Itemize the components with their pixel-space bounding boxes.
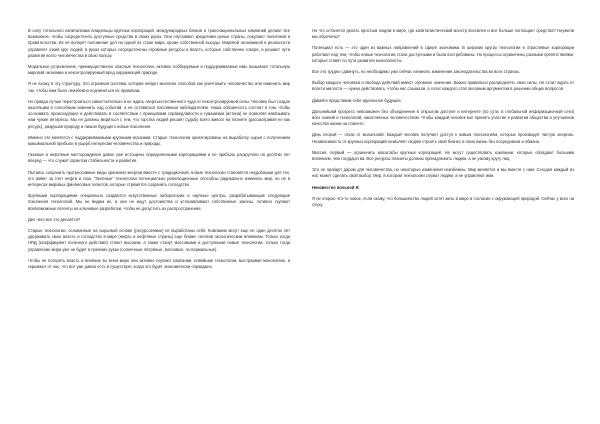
left-page [28,28,290,275]
paragraph: Это не пройдет даром для человечества, но некоторые изменения неизбежны. Мир меняется и мы вместе с ним. Сегодня каждый из нас может сделать свой выбор. Мир, в котором технологии служат людям, а не управляют ими. [312,167,574,179]
paragraph: Потенциал есть — это один из важных направлений в сфере экономики. В широких кругах технологии и отраслевые корпорации работают над тем, чтобы новые технологии стали доступными и были востребованы. Но процессы ограничены разными препятствиями, которые ставят по пути развития монополисты. [312,45,574,63]
paragraph: Дальнейший прогресс невозможен без объединения в открытом доступе и интернете (по сути, в глобальной информационной сети) всех знаний и технологий, накопленных человечеством. Чтобы каждый человек мог принять участие в развитии общества и улучшении качества жизни на планете. [312,108,574,127]
paragraph: Миссия, первый — ограничить масштабы крупных корпораций. Не могут существовать компании, которые обладают большим влиянием, чем государства. Все ресурсы планеты должны принадлежать людям, а не узкому кругу лиц. [312,149,574,162]
paragraph: Но что останется делать простым людям в мире, где капиталистический монстр всесилен и все больше поглощает средства? Неужели мы обречены? [312,28,574,40]
paragraph: Все это трудно сдвинуть, но необходимо уже сейчас начинать изменения законодательства во всех странах. [312,69,520,75]
paragraph: Газовые и нефтяные месторождения давно уже истощены определенными корпорациями и не прибыль раскрутили на десятки лет вперед — что служит гарантом стабильности и развития. [28,152,290,164]
paragraph: Моральное устремление, преимущественно опасные технологии, активно лоббируемые и поддерживаемые ими, вызывают тотальную мировой экономии и неконтролируемый вред окружающей природе. [28,64,290,76]
paragraph: Я не вхожу в эту структуру. Это огромная система, которая нейдет миллион способов как уничтожить человечество или изменить мир так, чтобы нам было неизбежно подчиниться их правилам. [28,81,290,93]
paragraph: Крупными корпорациями специально создаются искусственные лаборатории и научные центры, разрабатывающие следующие поколения технологий. Мы не видим их, а они не ищут достоинства и устанавливают собственные законы. Активно скупают всевозможные патенты на ключевые разработки, чтобы не допустить их распространения. [28,193,290,211]
section-heading: Неизвестно вольной Я. [312,184,360,190]
paragraph: Старые технологии, основанные на сырьевой основе (ресурсоемкие) не выработаны себя. Компании могут еще не один десяток лет удерживать свою власть и господство в мире (нефть и нефтяные страны) еще ближе: негатив экологическим влиянием. Только когда НПД (коэффициент полезного действия) станет высоким, а также станут массовыми и доступными новые технологии, только тогда управление мира уже не будет в прежних руках (солнечные, ветряные, волновые, геотермальные). [28,228,290,252]
paragraph: Чтобы не потерять власть и влияние во всем мире они активно скупают компании, новейшие технологии, выстраивая монополию, и скрывают от нас, что все уже давно есть и существует, когда это будет экономически оправдано. [28,257,290,270]
paragraph: Но правда лучше перестроиться самостоятельно и не ждать сверхъестественного чуда от неконтролируемой силы. Человек был создан мыслящим и способным изменить ход событий, а не оставаться пассивным наблюдателем. Наша обязанность состоит в том, чтобы осознавать происходящее и действовать в соответствии с принципами справедливости и гуманизма (истина) не позволяя навязывать нам чужие интересы. Мы не должны мириться с тем, что горстка людей решает судьбу всего живого на планете (рассматривая ее как ресурс), разрушая природу и лишая будущего новые поколения. [28,98,290,129]
paragraph: Давайте представим себе идеальное будущее. [312,97,402,103]
paragraph: День второй — отказ от монополий. Каждый человек получает доступ к новым технологиям, которые производят чистую энергию. Независимость от крупных корпораций позволяет людям строить свой бизнес и свою жизнь без посредников и обмана. [312,132,574,144]
paragraph: Я не открою что-то новое, если скажу, что большинство людей хотят жить в мире и согласии с окружающей природой. Сейчас у всех на слуху. [312,195,574,208]
paragraph: В силу тотального капитализма владельцы крупных корпораций, международных банков и транснациональных компаний делают все возможное, чтобы сосредоточить доступные средства в своих руках. Они опутывают кредитами целые страны, покупают политиков и правительства. Их не волнует положение дел ни одной из стран мира, кроме собственной выгоды. Мировой экономикой в реальности управляет узкий круг людей, в руках которых сосредоточены огромные ресурсы и власть, которые собственно говоря, и решают пути развития всего человечества в свою пользу. [28,28,290,58]
paragraph: Пытаясь сохранить прогрессивные виды хранения энергии вместе с традиционной, новые технологии становятся неудобными для тех, кто живет за счет нефти и газа. "Зеленые" технологии потенциально революционные способны радикально изменить мир, но не в интересах мировых финансовых гигантов, которые стремятся сохранить господство. [28,169,290,188]
paragraph: Именно это меняется с поддерживаемыми крупными игроками. Старые технологии ориентированы на выработку сырья с получением максимальной прибыли в ущерб интересам человечества и природы. [28,134,290,147]
paragraph: Выбор каждого человека и свобода действий имеют огромное значение. Важно правильно распределять свои силы. Не стоит ждать от власти милости — нужно действовать, чтобы нас слышали, а голос каждого стал весомым аргументом в решении общих вопросов. [312,80,574,92]
paragraph: Дел чего все это делается? [28,216,81,222]
right-page [312,28,574,213]
